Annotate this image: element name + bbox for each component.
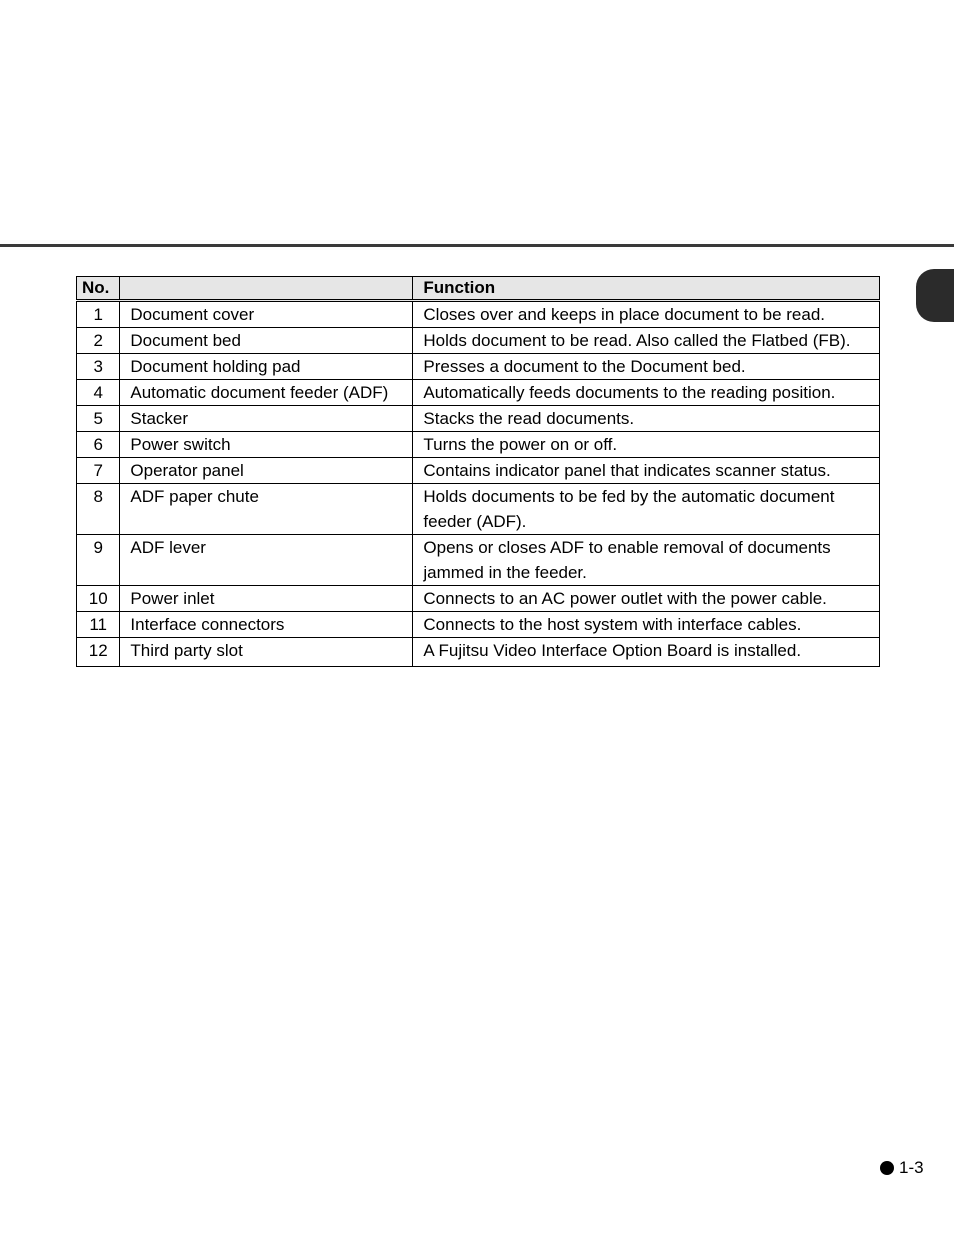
part-function: Connects to an AC power outlet with the power cable.: [413, 586, 880, 612]
header-rule: [0, 244, 954, 247]
header-name: [120, 277, 413, 301]
part-name: Power inlet: [120, 586, 413, 612]
row-number: 9: [77, 535, 120, 586]
part-name: Document bed: [120, 328, 413, 354]
table-row: [77, 301, 880, 328]
parts-function-table: [76, 276, 880, 667]
part-name: ADF lever: [120, 535, 413, 586]
part-name: Interface connectors: [120, 612, 413, 638]
table-row: [77, 354, 880, 380]
part-function: Opens or closes ADF to enable removal of documents jammed in the feeder.: [413, 535, 880, 586]
part-name: Third party slot: [120, 638, 413, 667]
table-header-row: [77, 277, 880, 301]
filled-circle-icon: [880, 1161, 894, 1175]
part-name: Document cover: [120, 301, 413, 328]
part-function: Holds documents to be fed by the automatic document feeder (ADF).: [413, 484, 880, 535]
table-row: [77, 432, 880, 458]
part-function: Closes over and keeps in place document to be read.: [413, 301, 880, 328]
part-function: Contains indicator panel that indicates scanner status.: [413, 458, 880, 484]
row-number: 12: [77, 638, 120, 667]
table-row: [77, 380, 880, 406]
row-number: 6: [77, 432, 120, 458]
table-row: [77, 535, 880, 586]
part-name: Document holding pad: [120, 354, 413, 380]
part-name: Power switch: [120, 432, 413, 458]
table-row: [77, 638, 880, 667]
chapter-tab-marker: [916, 269, 954, 322]
row-number: 4: [77, 380, 120, 406]
row-number: 8: [77, 484, 120, 535]
row-number: 7: [77, 458, 120, 484]
row-number: 3: [77, 354, 120, 380]
header-no: No.: [77, 277, 120, 301]
table-row: [77, 484, 880, 535]
table-row: [77, 612, 880, 638]
table-row: [77, 406, 880, 432]
part-name: Operator panel: [120, 458, 413, 484]
header-function: Function: [413, 277, 880, 301]
part-name: Automatic document feeder (ADF): [120, 380, 413, 406]
row-number: 5: [77, 406, 120, 432]
row-number: 10: [77, 586, 120, 612]
row-number: 11: [77, 612, 120, 638]
part-name: Stacker: [120, 406, 413, 432]
part-function: Connects to the host system with interface cables.: [413, 612, 880, 638]
part-function: Turns the power on or off.: [413, 432, 880, 458]
page-number-text: 1-3: [899, 1158, 924, 1177]
row-number: 2: [77, 328, 120, 354]
part-function: A Fujitsu Video Interface Option Board is installed.: [413, 638, 880, 667]
part-function: Presses a document to the Document bed.: [413, 354, 880, 380]
table-row: [77, 328, 880, 354]
row-number: 1: [77, 301, 120, 328]
part-function: Stacks the read documents.: [413, 406, 880, 432]
table-row: [77, 586, 880, 612]
table-row: [77, 458, 880, 484]
part-function: Holds document to be read. Also called the Flatbed (FB).: [413, 328, 880, 354]
page-number: [880, 1158, 924, 1178]
part-function: Automatically feeds documents to the reading position.: [413, 380, 880, 406]
part-name: ADF paper chute: [120, 484, 413, 535]
